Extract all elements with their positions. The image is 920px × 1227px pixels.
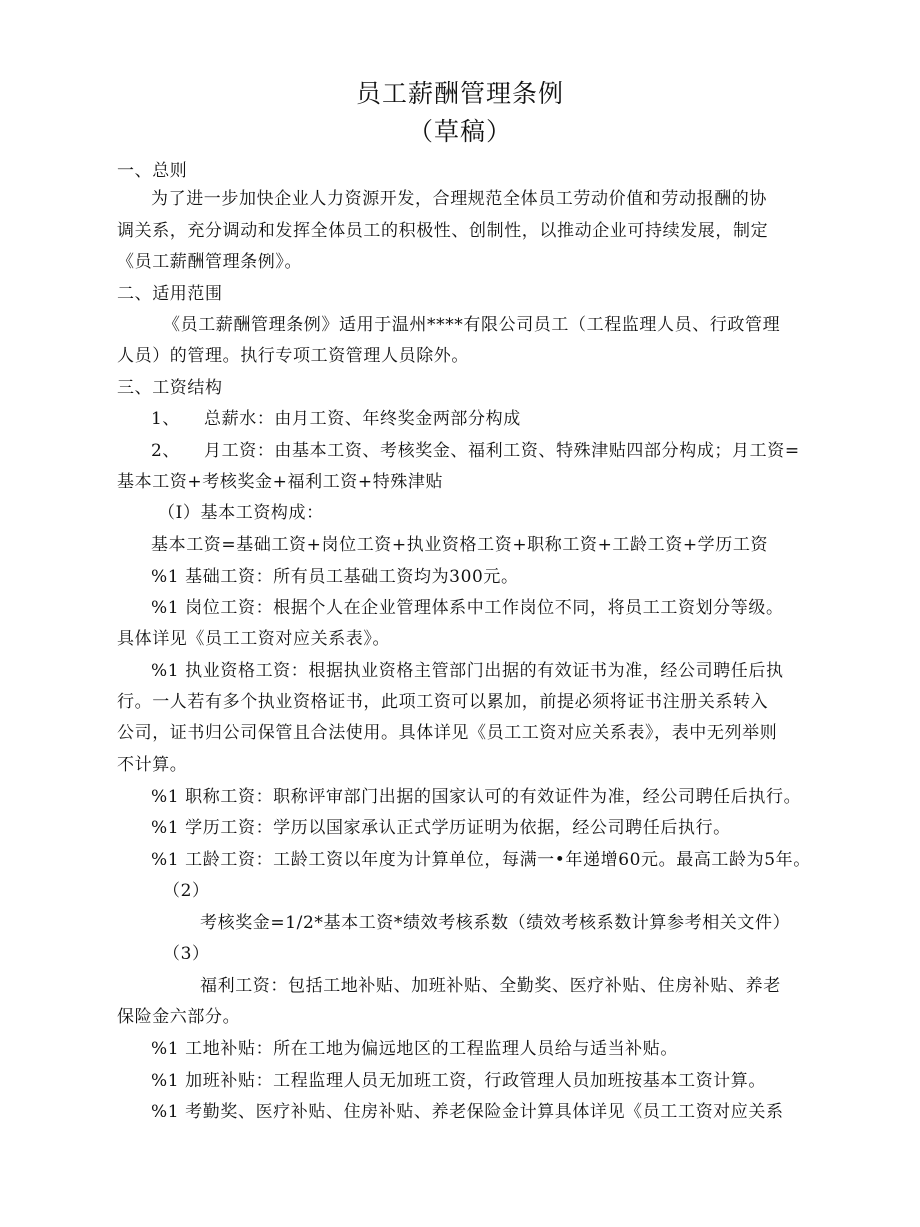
paragraph-line: 《员工薪酬管理条例》适用于温州****有限公司员工（工程监理人员、行政管理 xyxy=(163,315,781,335)
formula-line: 基本工资=基础工资+岗位工资+执业资格工资+职称工资+工龄工资+学历工资 xyxy=(151,535,769,555)
paragraph-line: 调关系，充分调动和发挥全体员工的积极性、创制性，以推动企业可持续发展，制定 xyxy=(117,221,769,241)
bullet-item: %1 学历工资：学历以国家承认正式学历证明为依据，经公司聘任后执行。 xyxy=(151,818,731,838)
subsection-heading: （I）基本工资构成： xyxy=(158,503,324,523)
document-title: 员工薪酬管理条例 xyxy=(355,79,564,108)
bullet-item: %1 工龄工资：工龄工资以年度为计算单位，每满一•年递增60元。最高工龄为5年。 xyxy=(151,850,811,870)
paragraph-line: 基本工资+考核奖金+福利工资+特殊津贴 xyxy=(117,472,444,492)
bullet-item: %1 工地补贴：所在工地为偏远地区的工程监理人员给与适当补贴。 xyxy=(151,1039,678,1059)
bullet-item: %1 岗位工资：根据个人在企业管理体系中工作岗位不同，将员工工资划分等级。 xyxy=(151,598,784,618)
paragraph-line: 具体详见《员工工资对应关系表》。 xyxy=(117,629,391,649)
bullet-item: %1 执业资格工资：根据执业资格主管部门出据的有效证书为准，经公司聘任后执 xyxy=(151,661,784,681)
section-heading-scope: 二、适用范围 xyxy=(117,284,223,304)
paragraph-line: 《员工薪酬管理条例》。 xyxy=(117,252,303,272)
paragraph-line: 保险金六部分。 xyxy=(117,1007,241,1027)
document-subtitle: （草稿） xyxy=(407,117,512,146)
bullet-item: %1 加班补贴：工程监理人员无加班工资，行政管理人员加班按基本工资计算。 xyxy=(151,1071,766,1091)
list-item: 1、 总薪水：由月工资、年终奖金两部分构成 xyxy=(151,409,521,429)
subsection-number: （3） xyxy=(163,944,210,964)
bullet-item: %1 考勤奖、医疗补贴、住房补贴、养老保险金计算具体详见《员工工资对应关系 xyxy=(151,1102,784,1122)
paragraph-line: 公司，证书归公司保管且合法使用。具体详见《员工工资对应关系表》，表中无列举则 xyxy=(117,723,778,743)
paragraph-line: 不计算。 xyxy=(117,755,188,775)
paragraph-line: 行。一人若有多个执业资格证书，此项工资可以累加，前提必须将证书注册关系转入 xyxy=(117,692,769,712)
formula-line: 考核奖金=1/2*基本工资*绩效考核系数（绩效考核系数计算参考相关文件） xyxy=(200,913,791,933)
section-heading-general: 一、总则 xyxy=(117,161,188,181)
bullet-item: %1 基础工资：所有员工基础工资均为300元。 xyxy=(151,567,519,587)
subsection-number: （2） xyxy=(163,881,210,901)
section-heading-structure: 三、工资结构 xyxy=(117,378,223,398)
paragraph-line: 为了进一步加快企业人力资源开发，合理规范全体员工劳动价值和劳动报酬的协 xyxy=(151,189,767,209)
bullet-item: %1 职称工资：职称评审部门出据的国家认可的有效证件为准，经公司聘任后执行。 xyxy=(151,787,802,807)
list-item: 2、 月工资：由基本工资、考核奖金、福利工资、特殊津贴四部分构成；月工资= xyxy=(151,441,800,461)
paragraph-line: 人员）的管理。执行专项工资管理人员除外。 xyxy=(117,346,469,366)
paragraph-line: 福利工资：包括工地补贴、加班补贴、全勤奖、医疗补贴、住房补贴、养老 xyxy=(200,976,781,996)
